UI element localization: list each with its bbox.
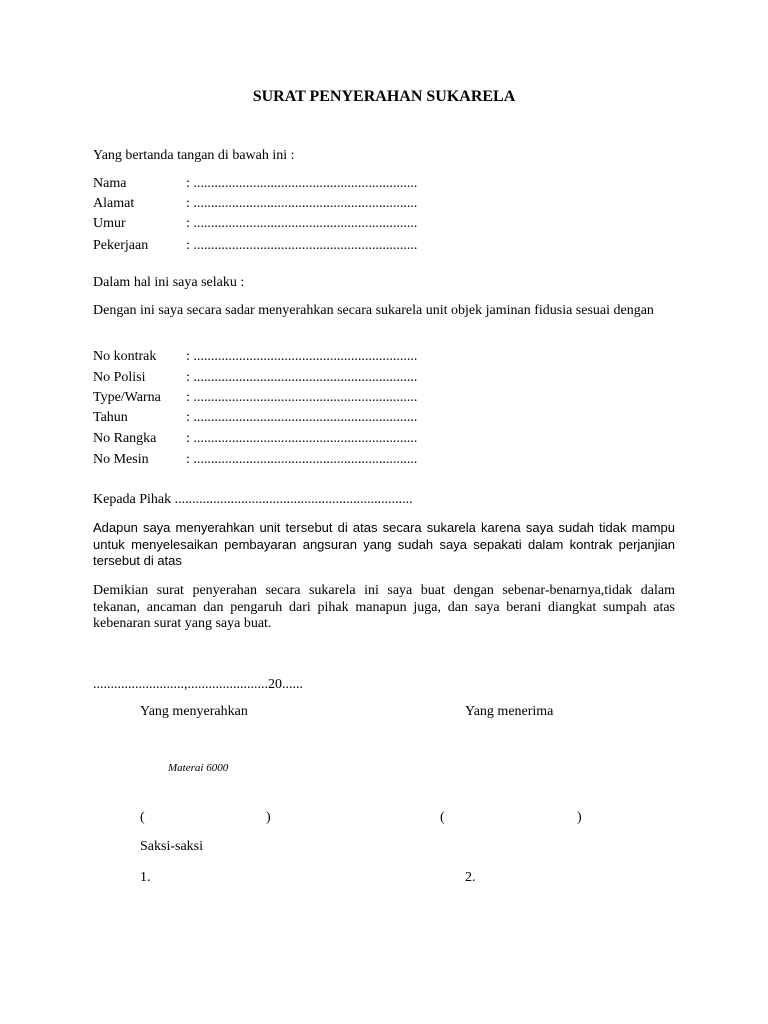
signer-left-label: Yang menyerahkan	[140, 704, 248, 719]
field-label-no-mesin: No Mesin	[93, 452, 149, 467]
field-label-no-rangka: No Rangka	[93, 431, 157, 446]
field-value-no-polisi: : ................................................................	[186, 370, 418, 385]
left-signature-paren-close: )	[266, 810, 271, 825]
document-title: SURAT PENYERAHAN SUKARELA	[252, 88, 516, 105]
stamp-duty-note: Materai 6000	[168, 762, 229, 774]
field-label-nama: Nama	[93, 176, 127, 191]
field-label-no-kontrak: No kontrak	[93, 349, 157, 364]
statement-paragraph: Dengan ini saya secara sadar menyerahkan secara sukarela unit objek jaminan fidusia sesuai dengan	[93, 303, 654, 318]
field-value-alamat: : ................................................................	[186, 196, 418, 211]
field-value-umur: : ................................................................	[186, 216, 418, 231]
field-label-umur: Umur	[93, 216, 126, 231]
field-label-type-warna: Type/Warna	[93, 390, 161, 405]
intro-text: Yang bertanda tangan di bawah ini :	[93, 148, 295, 163]
field-label-alamat: Alamat	[93, 196, 135, 211]
field-label-no-polisi: No Polisi	[93, 370, 146, 385]
field-value-type-warna: : ................................................................	[186, 390, 418, 405]
closing-paragraph: Demikian surat penyerahan secara sukarela ini saya buat dengan sebenar-benarnya,tidak dalam tekanan, ancaman dan pengaruh dari pihak manapun juga, dan saya berani diangkat sumpah atas kebenaran surat yang saya buat.	[93, 583, 675, 631]
witness-label: Saksi-saksi	[140, 839, 203, 854]
field-value-no-mesin: : ................................................................	[186, 452, 418, 467]
witness-number-1: 1.	[140, 870, 151, 885]
field-value-no-rangka: : ................................................................	[186, 431, 418, 446]
witness-number-2: 2.	[465, 870, 476, 885]
capacity-line: Dalam hal ini saya selaku :	[93, 275, 245, 290]
field-value-tahun: : ................................................................	[186, 410, 418, 425]
field-value-nama: : ................................................................	[186, 176, 418, 191]
field-label-tahun: Tahun	[93, 410, 128, 425]
left-signature-paren-open: (	[140, 810, 145, 825]
field-label-pekerjaan: Pekerjaan	[93, 238, 149, 253]
field-value-no-kontrak: : ................................................................	[186, 349, 418, 364]
recipient-line: Kepada Pihak ....................................................................	[93, 492, 413, 507]
right-signature-paren-close: )	[577, 810, 582, 825]
field-value-pekerjaan: : ................................................................	[186, 238, 418, 253]
right-signature-paren-open: (	[440, 810, 445, 825]
signer-right-label: Yang menerima	[465, 704, 554, 719]
date-line: ..........................,.......................20......	[93, 677, 303, 692]
reason-paragraph: Adapun saya menyerahkan unit tersebut di atas secara sukarela karena saya sudah tidak mampu untuk menyelesaikan pembayaran angsuran yang sudah saya sepakati dalam kontrak perjanjian tersebut di atas	[93, 520, 675, 568]
